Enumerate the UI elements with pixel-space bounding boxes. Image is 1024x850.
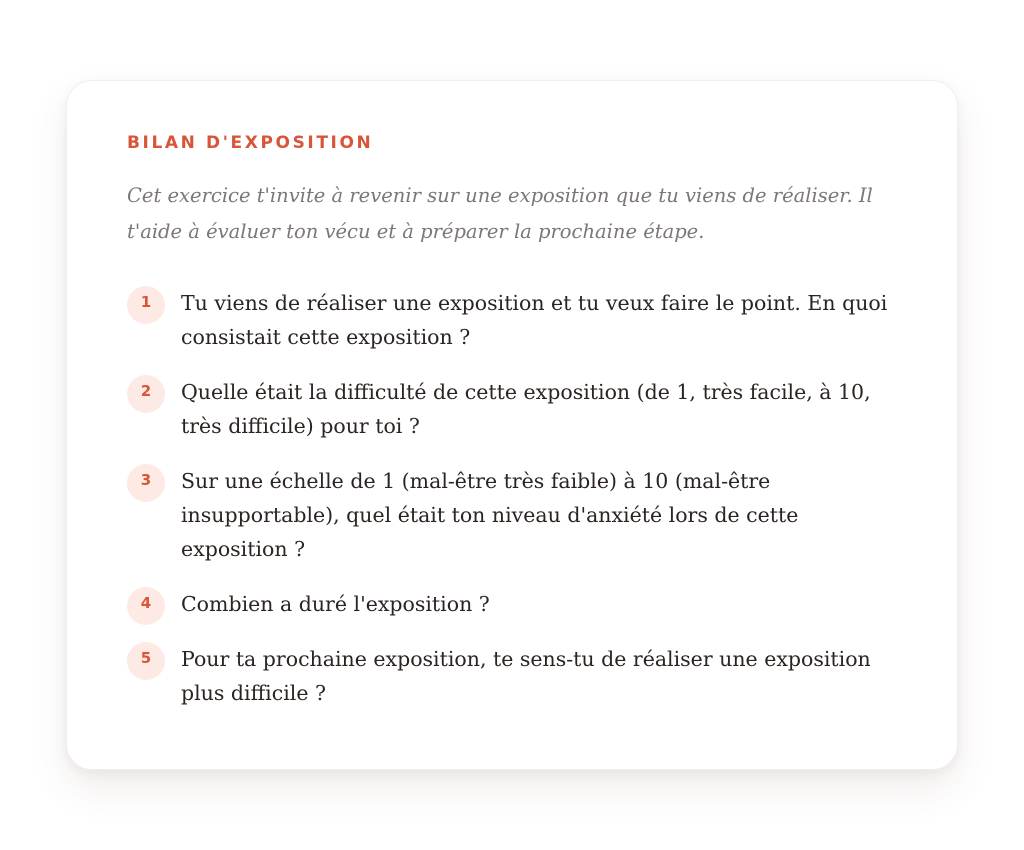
step-item <box>127 642 907 710</box>
step-number-badge: 2 <box>127 375 165 413</box>
step-item <box>127 464 907 566</box>
step-question: Tu viens de réaliser une exposition et tu veux faire le point. En quoi consistait cette exposition ? <box>181 291 888 349</box>
step-number-badge: 1 <box>127 286 165 324</box>
card-intro: Cet exercice t'invite à revenir sur une exposition que tu viens de réaliser. Il t'aide à évaluer ton vécu et à préparer la prochaine étape. <box>127 184 873 243</box>
step-question: Pour ta prochaine exposition, te sens-tu de réaliser une exposition plus difficile ? <box>181 647 871 705</box>
step-number-badge: 3 <box>127 464 165 502</box>
step-number-badge: 5 <box>127 642 165 680</box>
exercise-card <box>66 80 958 770</box>
step-number-badge: 4 <box>127 587 165 625</box>
step-question: Combien a duré l'exposition ? <box>181 592 490 616</box>
step-question: Quelle était la difficulté de cette exposition (de 1, très facile, à 10, très difficile) pour toi ? <box>181 380 871 438</box>
step-question: Sur une échelle de 1 (mal-être très faible) à 10 (mal-être insupportable), quel était ton niveau d'anxiété lors de cette exposition ? <box>181 469 799 561</box>
step-item <box>127 286 907 354</box>
steps-list <box>127 286 907 731</box>
step-item <box>127 587 907 621</box>
step-item <box>127 375 907 443</box>
card-eyebrow-title: BILAN D'EXPOSITION <box>127 133 374 153</box>
